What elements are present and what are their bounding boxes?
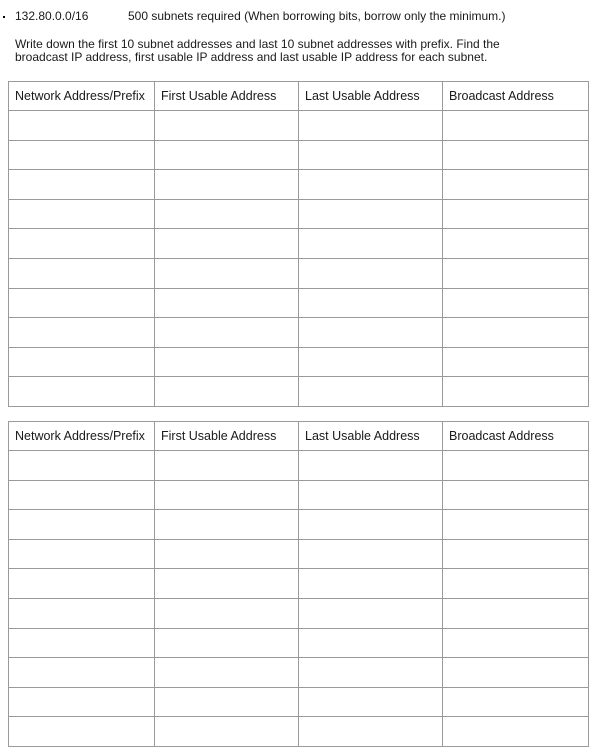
network-prefix-cell[interactable] (9, 628, 155, 658)
network-prefix-cell[interactable] (9, 480, 155, 510)
broadcast-cell[interactable] (443, 510, 589, 540)
header-last-usable: Last Usable Address (299, 82, 443, 111)
table-row (9, 170, 589, 200)
last-usable-cell[interactable] (299, 687, 443, 717)
broadcast-cell[interactable] (443, 288, 589, 318)
table-row (9, 347, 589, 377)
broadcast-cell[interactable] (443, 318, 589, 348)
last-usable-cell[interactable] (299, 717, 443, 747)
broadcast-cell[interactable] (443, 598, 589, 628)
first-usable-cell[interactable] (155, 318, 299, 348)
broadcast-cell[interactable] (443, 451, 589, 481)
first-usable-cell[interactable] (155, 451, 299, 481)
first-usable-cell[interactable] (155, 111, 299, 141)
list-bullet (3, 16, 5, 18)
network-prefix-cell[interactable] (9, 140, 155, 170)
table-header-row (9, 422, 589, 451)
table-row (9, 377, 589, 407)
broadcast-cell[interactable] (443, 658, 589, 688)
table-row (9, 569, 589, 599)
first-usable-cell[interactable] (155, 347, 299, 377)
network-prefix-cell[interactable] (9, 111, 155, 141)
broadcast-cell[interactable] (443, 229, 589, 259)
network-prefix-cell[interactable] (9, 377, 155, 407)
table-row (9, 539, 589, 569)
last-subnets-table (8, 421, 589, 747)
table-row (9, 318, 589, 348)
first-usable-cell[interactable] (155, 258, 299, 288)
table-row (9, 199, 589, 229)
table-row (9, 258, 589, 288)
first-subnets-table (8, 81, 589, 407)
last-usable-cell[interactable] (299, 318, 443, 348)
broadcast-cell[interactable] (443, 258, 589, 288)
first-usable-cell[interactable] (155, 539, 299, 569)
network-prefix-cell[interactable] (9, 229, 155, 259)
first-usable-cell[interactable] (155, 658, 299, 688)
broadcast-cell[interactable] (443, 347, 589, 377)
last-usable-cell[interactable] (299, 140, 443, 170)
broadcast-cell[interactable] (443, 140, 589, 170)
broadcast-cell[interactable] (443, 111, 589, 141)
broadcast-cell[interactable] (443, 377, 589, 407)
instruction-line: Write down the first 10 subnet addresses and last 10 subnet addresses with prefix. Find the (15, 37, 500, 51)
table-header-row (9, 82, 589, 111)
last-usable-cell[interactable] (299, 628, 443, 658)
first-usable-cell[interactable] (155, 628, 299, 658)
header-network-prefix: Network Address/Prefix (9, 422, 155, 451)
first-usable-cell[interactable] (155, 170, 299, 200)
first-usable-cell[interactable] (155, 687, 299, 717)
broadcast-cell[interactable] (443, 199, 589, 229)
network-prefix-cell[interactable] (9, 318, 155, 348)
instruction-line: broadcast IP address, first usable IP address and last usable IP address for each subnet. (15, 50, 488, 64)
first-usable-cell[interactable] (155, 717, 299, 747)
first-usable-cell[interactable] (155, 569, 299, 599)
last-usable-cell[interactable] (299, 199, 443, 229)
first-usable-cell[interactable] (155, 377, 299, 407)
first-usable-cell[interactable] (155, 510, 299, 540)
header-last-usable: Last Usable Address (299, 422, 443, 451)
last-usable-cell[interactable] (299, 569, 443, 599)
last-usable-cell[interactable] (299, 539, 443, 569)
last-usable-cell[interactable] (299, 658, 443, 688)
table-row (9, 687, 589, 717)
table-row (9, 598, 589, 628)
last-usable-cell[interactable] (299, 258, 443, 288)
last-usable-cell[interactable] (299, 229, 443, 259)
broadcast-cell[interactable] (443, 717, 589, 747)
last-usable-cell[interactable] (299, 451, 443, 481)
broadcast-cell[interactable] (443, 539, 589, 569)
network-prefix-cell[interactable] (9, 451, 155, 481)
subnet-requirement: 500 subnets required (When borrowing bits, borrow only the minimum.) (128, 9, 506, 23)
broadcast-cell[interactable] (443, 569, 589, 599)
first-usable-cell[interactable] (155, 598, 299, 628)
first-usable-cell[interactable] (155, 140, 299, 170)
instructions (15, 38, 575, 64)
last-usable-cell[interactable] (299, 480, 443, 510)
table-row (9, 717, 589, 747)
network-address: 132.80.0.0/16 (15, 9, 89, 23)
table-row (9, 288, 589, 318)
network-prefix-cell[interactable] (9, 658, 155, 688)
last-usable-cell[interactable] (299, 347, 443, 377)
last-usable-cell[interactable] (299, 377, 443, 407)
last-usable-cell[interactable] (299, 510, 443, 540)
header-broadcast: Broadcast Address (443, 422, 589, 451)
network-prefix-cell[interactable] (9, 717, 155, 747)
header-first-usable: First Usable Address (155, 82, 299, 111)
broadcast-cell[interactable] (443, 480, 589, 510)
table-row (9, 658, 589, 688)
broadcast-cell[interactable] (443, 687, 589, 717)
broadcast-cell[interactable] (443, 170, 589, 200)
table-row (9, 140, 589, 170)
network-prefix-cell[interactable] (9, 199, 155, 229)
header-broadcast: Broadcast Address (443, 82, 589, 111)
network-prefix-cell[interactable] (9, 569, 155, 599)
last-usable-cell[interactable] (299, 170, 443, 200)
first-usable-cell[interactable] (155, 199, 299, 229)
table-row (9, 229, 589, 259)
broadcast-cell[interactable] (443, 628, 589, 658)
table-row (9, 480, 589, 510)
network-prefix-cell[interactable] (9, 539, 155, 569)
table-row (9, 510, 589, 540)
last-usable-cell[interactable] (299, 598, 443, 628)
table-row (9, 111, 589, 141)
first-usable-cell[interactable] (155, 288, 299, 318)
header-first-usable: First Usable Address (155, 422, 299, 451)
network-prefix-cell[interactable] (9, 258, 155, 288)
last-usable-cell[interactable] (299, 288, 443, 318)
network-prefix-cell[interactable] (9, 687, 155, 717)
table-row (9, 451, 589, 481)
network-prefix-cell[interactable] (9, 288, 155, 318)
network-prefix-cell[interactable] (9, 170, 155, 200)
network-prefix-cell[interactable] (9, 510, 155, 540)
table-row (9, 628, 589, 658)
first-usable-cell[interactable] (155, 229, 299, 259)
header-network-prefix: Network Address/Prefix (9, 82, 155, 111)
first-usable-cell[interactable] (155, 480, 299, 510)
last-usable-cell[interactable] (299, 111, 443, 141)
network-prefix-cell[interactable] (9, 347, 155, 377)
network-prefix-cell[interactable] (9, 598, 155, 628)
